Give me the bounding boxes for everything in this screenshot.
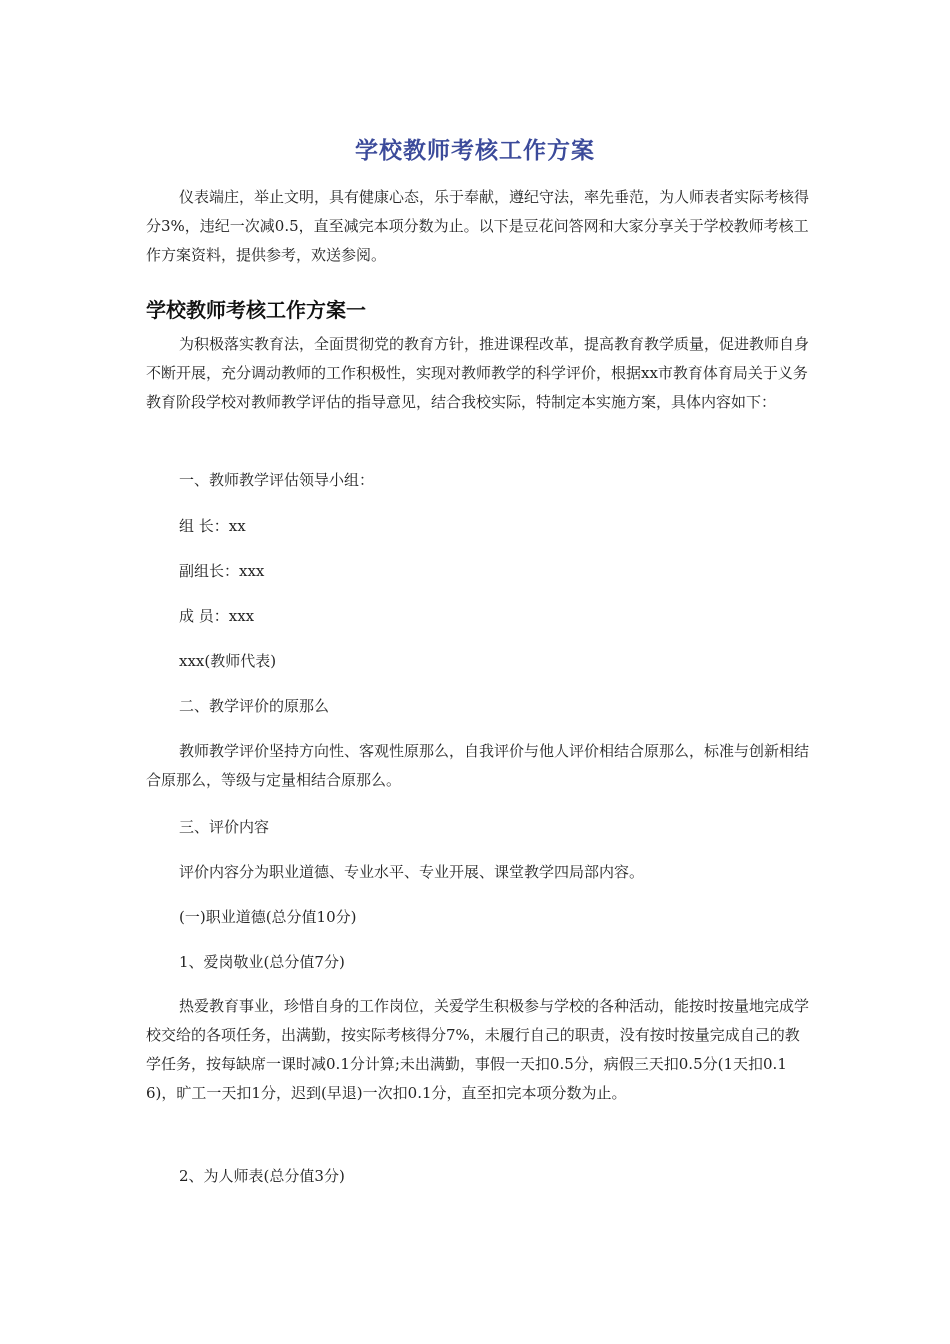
paragraph-purpose: 为积极落实教育法，全面贯彻党的教育方针，推进课程改革，提高教育教学质量，促进教师自身不断开展，充分调动教师的工作积极性，实现对教师教学的科学评价，根据xx市教育体育局关于义务教育阶段学校对教师教学评估的指导意见，结合我校实际，特制定本实施方案，具体内容如下： <box>146 335 810 411</box>
group-members: 成 员：xxx <box>179 607 255 625</box>
sub-role-model: 2、为人师表(总分值3分) <box>179 1167 345 1185</box>
teacher-representative: xxx(教师代表) <box>179 652 277 670</box>
item-leadership-group: 一、教师教学评估领导小组： <box>179 471 375 489</box>
section-heading: 学校教师考核工作方案一 <box>146 298 366 322</box>
paragraph-content: 评价内容分为职业道德、专业水平、专业开展、课堂教学四局部内容。 <box>179 863 645 881</box>
paragraph-dedication: 热爱教育事业，珍惜自身的工作岗位，关爱学生积极参与学校的各种活动，能按时按量地完成学校交给的各项任务，出满勤，按实际考核得分7%，未履行自己的职责，没有按时按量完成自己的教学任务，按每缺席一课时减0.1分计算;未出满勤，事假一天扣0.5分，病假三天扣0.5分(1天扣0.16)，旷工一天扣1分，迟到(早退)一次扣0.1分，直至扣完本项分数为止。 <box>146 997 810 1102</box>
item-content: 三、评价内容 <box>179 818 270 836</box>
intro-paragraph: 仪表端庄，举止文明，具有健康心态，乐于奉献，遵纪守法，率先垂范，为人师表者实际考核得分3%，违纪一次减0.5，直至减完本项分数为止。以下是豆花问答网和大家分享关于学校教师考核工作方案资料，提供参考，欢送参阅。 <box>146 188 810 264</box>
item-principles: 二、教学评价的原那么 <box>179 697 330 715</box>
paragraph-principles: 教师教学评价坚持方向性、客观性原那么，自我评价与他人评价相结合原那么，标准与创新相结合原那么，等级与定量相结合原那么。 <box>146 742 810 789</box>
sub-dedication: 1、爱岗敬业(总分值7分) <box>179 953 345 971</box>
group-leader: 组 长：xx <box>179 517 246 535</box>
vice-leader: 副组长：xxx <box>179 562 265 580</box>
page-title: 学校教师考核工作方案 <box>355 138 595 164</box>
sub-professional-ethics: (一)职业道德(总分值10分) <box>179 908 357 926</box>
